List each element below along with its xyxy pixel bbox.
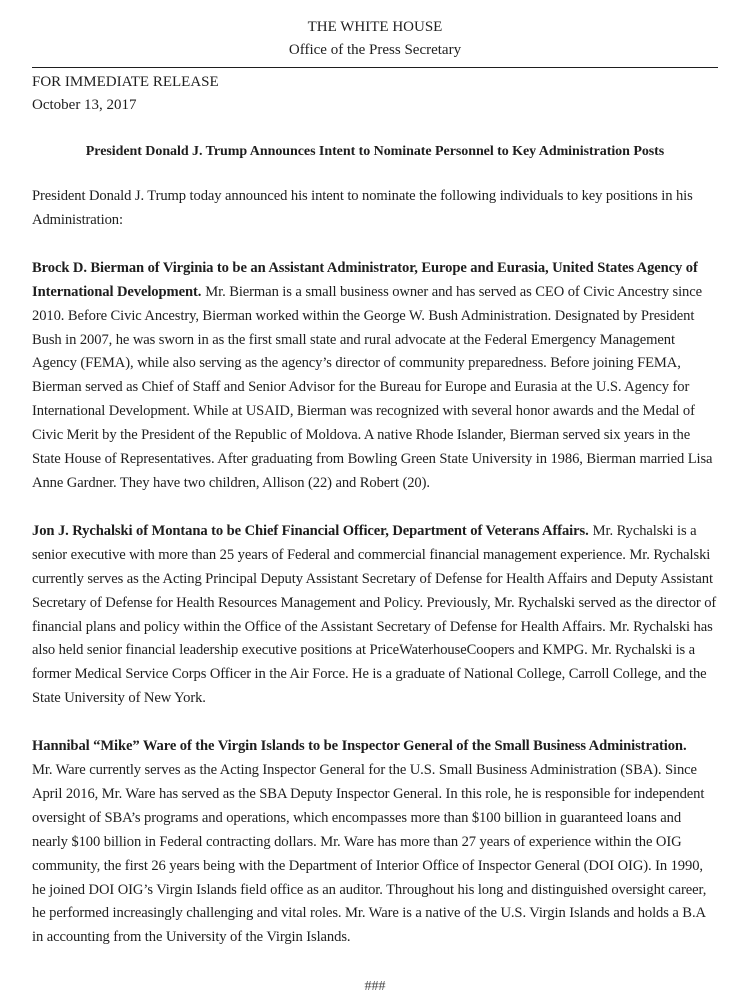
headline: President Donald J. Trump Announces Intent to Nominate Personnel to Key Administration Posts xyxy=(85,144,665,159)
release-date: October 13, 2017 xyxy=(32,97,137,113)
nominee-title: Jon J. Rychalski of Montana to be Chief Financial Officer, Department of Veterans Affairs. xyxy=(32,522,589,539)
intro-paragraph: President Donald J. Trump today announced his intent to nominate the following individuals to key positions in his Administration: xyxy=(32,188,693,228)
end-mark: ### xyxy=(364,979,386,995)
nominee-bio: Mr. Bierman is a small business owner and has served as CEO of Civic Ancestry since 2010. Before Civic Ancestry, Bierman worked within the George W. Bush Administration. Designated by President Bush in 2007, he was sworn in as the first small state and rural advocate at the Federal Emergency Management Agency (FEMA), while also serving as the agency’s director of community preparedness. Before joining FEMA, Bierman served as Chief of Staff and Senior Advisor for the Bureau for Europe and Eurasia at the U.S. Agency for International Development. While at USAID, Bierman was recognized with several honor awards and the Medal of Civic Merit by the President of the Republic of Moldova. A native Rhode Islander, Bierman served six years in the State House of Representatives. After graduating from Bowling Green State University in 1986, Bierman married Lisa Anne Gardner. They have two children, Allison (22) and Robert (20). xyxy=(32,283,713,491)
press-release xyxy=(32,16,718,998)
release-info xyxy=(32,71,718,117)
nominee-bio: Mr. Rychalski is a senior executive with more than 25 years of Federal and commercial financial management experience. Mr. Rychalski currently serves as the Acting Principal Deputy Assistant Secretary of Defense for Health Affairs and Deputy Assistant Secretary of Defense for Health Resources Management and Policy. Previously, Mr. Rychalski served as the director of financial plans and policy within the Office of the Assistant Secretary of Defense for Health Affairs. Mr. Rychalski has also held senior financial leadership executive positions at PriceWaterhouseCoopers and KMPG. Mr. Rychalski is a former Medical Service Corps Officer in the Air Force. He is a graduate of National College, Carroll College, and the State University of New York. xyxy=(32,522,717,707)
release-label: FOR IMMEDIATE RELEASE xyxy=(32,74,219,90)
nominee-title: Brock D. Bierman of Virginia to be an Assistant Administrator, Europe and Eurasia, United States Agency of International Development. xyxy=(32,259,698,300)
nominee-title: Hannibal “Mike” Ware of the Virgin Islands to be Inspector General of the Small Business Administration. xyxy=(32,738,687,755)
office-name: Office of the Press Secretary xyxy=(288,42,462,58)
header-divider xyxy=(32,67,718,68)
nominee-paragraph-rychalski xyxy=(32,520,718,711)
nominee-bio: Mr. Ware currently serves as the Acting Inspector General for the U.S. Small Business Administration (SBA). Since April 2016, Mr. Ware has served as the SBA Deputy Inspector General. In this role, he is responsible for independent oversight of SBA’s programs and operations, which encompasses more than $100 billion in guaranteed loans and nearly $100 billion in Federal contracting dollars. Mr. Ware has more than 27 years of experience within the OIG community, the first 26 years being with the Department of Interior Office of Inspector General (DOI OIG). In 1990, he joined DOI OIG’s Virgin Islands field office as an auditor. Throughout his long and distinguished oversight career, he performed increasingly challenging and vital roles. Mr. Ware is a native of the U.S. Virgin Islands and holds a B.A in accounting from the University of the Virgin Islands. xyxy=(32,762,707,946)
nominee-paragraph-bierman xyxy=(32,257,718,496)
nominee-paragraph-ware xyxy=(32,735,718,950)
org-name: THE WHITE HOUSE xyxy=(307,19,443,35)
document-header xyxy=(32,16,718,62)
